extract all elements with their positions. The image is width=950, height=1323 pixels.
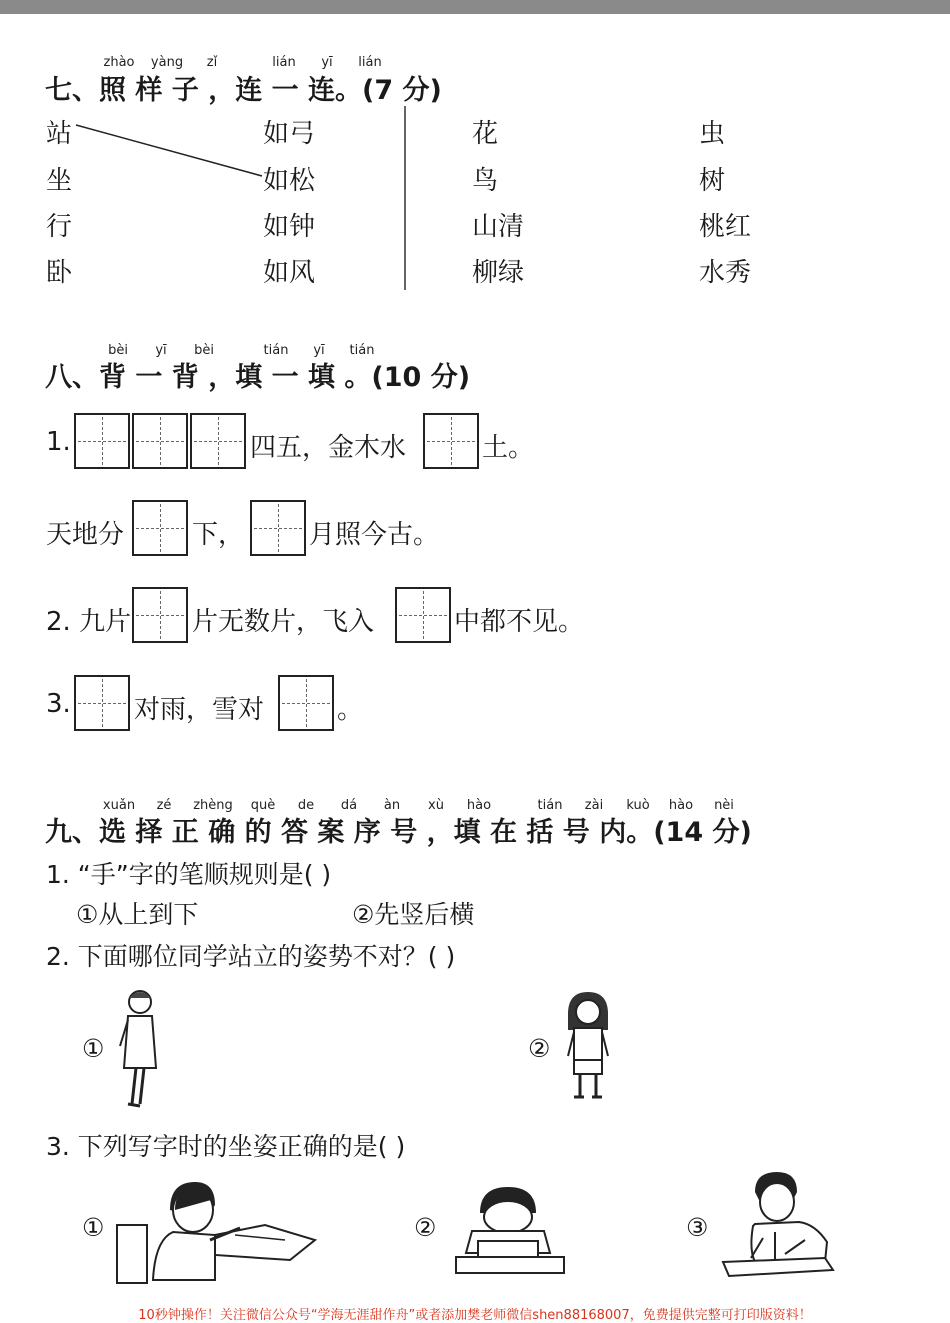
q2-end-text: 中都不见。	[454, 607, 585, 637]
section8-pinyin: bèi yī bèi tián yī tián	[108, 343, 375, 358]
s9-q3: 3. 下列写字时的坐姿正确的是( )	[46, 1132, 406, 1161]
q2-prefix: 2. 九片	[46, 607, 132, 637]
fill-box[interactable]	[423, 413, 479, 469]
q1b-prefix: 天地分	[46, 520, 125, 550]
sitting-student-hunched-illustration	[450, 1183, 570, 1283]
footer-notice: 10秒钟操作！关注微信公众号“学海无涯甜作舟”或者添加樊老师微信shen88168007，免费提供完整可打印版资料！	[138, 1308, 812, 1323]
fill-box[interactable]	[395, 587, 451, 643]
s9-q3-label1: ①	[82, 1213, 105, 1242]
q1b-mid-text: 下，	[192, 520, 245, 550]
s9-q2-label1: ①	[82, 1034, 105, 1063]
match-item: 如风	[263, 258, 316, 288]
match-item: 鸟	[472, 166, 499, 196]
s9-q1-option1: ①从上到下	[76, 900, 199, 929]
fill-box[interactable]	[132, 413, 188, 469]
sitting-student-upright-illustration	[715, 1170, 840, 1280]
q3-mid-text: 对雨，雪对	[134, 695, 265, 725]
q2-mid-text: 片无数片，飞入	[192, 607, 375, 637]
match-item: 如松	[263, 166, 316, 196]
s9-q1: 1. “手”字的笔顺规则是( )	[46, 860, 332, 889]
s9-q2: 2. 下面哪位同学站立的姿势不对？( )	[46, 942, 456, 971]
match-item: 卧	[46, 258, 73, 288]
match-item: 坐	[46, 166, 73, 196]
fill-box[interactable]	[278, 675, 334, 731]
q1b-end-text: 月照今古。	[309, 520, 440, 550]
fill-box[interactable]	[132, 587, 188, 643]
standing-girl-side-illustration	[110, 986, 170, 1111]
fill-box[interactable]	[132, 500, 188, 556]
q3-end-text: 。	[337, 695, 364, 725]
section9-title: 九、选 择 正 确 的 答 案 序 号 ，填 在 括 号 内。(14 分)	[45, 817, 752, 848]
match-item: 行	[46, 212, 73, 242]
match-item: 如弓	[263, 119, 316, 149]
s9-q2-label2: ②	[528, 1034, 551, 1063]
q1-prefix: 1.	[46, 427, 71, 457]
section7-pinyin: zhào yàng zǐ lián yī lián	[103, 55, 382, 70]
fill-box[interactable]	[190, 413, 246, 469]
match-item: 桃红	[699, 212, 752, 242]
match-item: 站	[46, 119, 73, 149]
fill-box[interactable]	[74, 675, 130, 731]
s9-q1-option2: ②先竖后横	[352, 900, 475, 929]
section9-pinyin: xuǎn zé zhèng què de dá àn xù hào tián zài kuò hào nèi	[102, 798, 734, 813]
match-item: 花	[472, 119, 499, 149]
fill-box[interactable]	[250, 500, 306, 556]
s9-q3-label3: ③	[686, 1213, 709, 1242]
section8-title: 八、背 一 背 ，填 一 填 。(10 分)	[45, 362, 471, 393]
match-item: 虫	[699, 119, 726, 149]
q1-mid-text: 四五，金木水	[250, 433, 407, 463]
standing-girl-front-illustration	[560, 990, 616, 1102]
match-item: 水秀	[699, 258, 752, 288]
match-item: 如钟	[263, 212, 316, 242]
q3-prefix: 3.	[46, 689, 71, 719]
section7-title: 七、照 样 子 ，连 一 连。(7 分)	[45, 75, 442, 106]
match-item: 树	[699, 166, 726, 196]
s9-q3-label2: ②	[414, 1213, 437, 1242]
q1-end-text: 土。	[482, 433, 535, 463]
sitting-student-leaning-illustration	[115, 1180, 325, 1285]
match-item: 山清	[472, 212, 525, 242]
fill-box[interactable]	[74, 413, 130, 469]
match-item: 柳绿	[472, 258, 525, 288]
